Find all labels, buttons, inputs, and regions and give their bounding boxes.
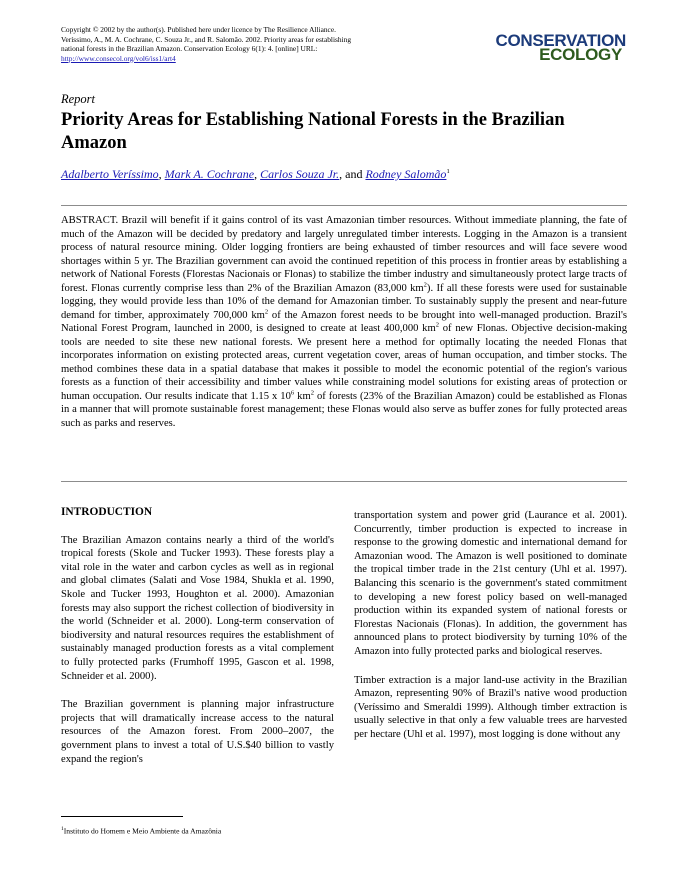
divider-bottom bbox=[61, 481, 627, 482]
affiliation-marker: 1 bbox=[446, 168, 450, 175]
superscript: 2 bbox=[423, 280, 427, 288]
citation-line: national forests in the Brazilian Amazon. Conservation Ecology 6(1): 4. [online] URL: bbox=[61, 44, 318, 54]
author-link[interactable]: Rodney Salomão bbox=[365, 167, 447, 181]
abstract-text: of forests (23% of the Brazilian Amazon) could be established as Flonas in a manner that will promote sustainable forest management; these Flonas would also serve as buffer zones for fully protected areas such as parks and reserves. bbox=[61, 390, 628, 429]
journal-logo-line1: CONSERVATION bbox=[495, 31, 626, 50]
abstract-text: of the Amazon forest needs to be brought into well-managed production. Brazil's National Forest Program, launched in 2000, is designed to create at least 400,000 km bbox=[61, 309, 627, 334]
author-separator: , and bbox=[339, 167, 366, 181]
footnote-marker: 1 bbox=[61, 826, 64, 832]
author-link[interactable]: Mark A. Cochrane bbox=[164, 167, 255, 181]
journal-logo[interactable] bbox=[466, 31, 626, 67]
citation-line: Veríssimo, A., M. A. Cochrane, C. Souza Jr., and R. Salomão. 2002. Priority areas for establishing bbox=[61, 34, 352, 44]
footnote-text: Instituto do Homem e Meio Ambiente da Amazônia bbox=[63, 826, 222, 836]
author-link[interactable]: Adalberto Veríssimo bbox=[61, 167, 159, 181]
author-separator: , bbox=[254, 167, 261, 181]
paragraph: The Brazilian Amazon contains nearly a third of the world's tropical forests (Skole and Tucker 1993). These forests play a vital role in the water and carbon cycles as well as in regional and global climates (Salati and Vose 1984, Shukla et al. 1990, Skole and Tucker 1993, Houghton et al. 2000). Amazonian forests may also support the richest collection of biodiversity in the world (Schneider et al. 2000). Long-term conservation of biodiversity and natural resources requires the establishment of sustainably managed production forests as a vital complement to fully protected parks (Frumhoff 1995, Gascon et al. 1998, Schneider et al. 2000). bbox=[61, 534, 334, 682]
footnote bbox=[61, 826, 221, 836]
article-type: Report bbox=[61, 92, 96, 106]
paragraph: Timber extraction is a major land-use activity in the Brazilian Amazon, representing 90% of Brazil's native wood production (Veríssimo and Smeraldi 1999). Although timber extraction is usually selective in that only a few valuable trees are harvested per hectare (Uhl et al. 1997), most logging is done without any bbox=[354, 674, 627, 740]
right-column bbox=[354, 509, 627, 757]
section-heading: INTRODUCTION bbox=[61, 506, 153, 518]
article-title: Priority Areas for Establishing National Forests in the Brazilian Amazon bbox=[61, 110, 565, 153]
author-list bbox=[61, 167, 450, 182]
abstract-text: of new Flonas. Objective decision-making tools are needed to site these new national forests. We present here a method for optimally locating the needed Flonas that incorporates information on existing protected areas, current vegetation cover, areas of human occupation, and timber stocks. The method combines these data in a spatial database that makes it possible to model the economic potential of the region's various forests as a function of their accessibility and timber values while constraining model solutions for existing areas of protection or human occupation. Our results indicate that 1.15 x 10 bbox=[61, 323, 627, 402]
divider-top bbox=[61, 205, 627, 206]
copyright-line: Copyright © 2002 by the author(s). Published here under licence by The Resilience Alliance. bbox=[61, 25, 336, 34]
superscript: 2 bbox=[264, 307, 269, 315]
paragraph: transportation system and power grid (Laurance et al. 2001). Concurrently, timber production is expected to increase in response to the growing domestic and international demand for Amazonian wood. The Amazon is well positioned to dominate the tropical timber trade in the 21st century (Uhl et al. 1997). Balancing this scenario is the government's stated commitment to developing a new forest policy based on well-managed production within its expanded system of national forests or Florestas Nacionais (Flonas). In addition, the government has announced plans to protect biodiversity by turning 10% of the Amazon into fully protected parks and biological reserves. bbox=[354, 510, 627, 657]
abstract-text: ). If all these forests were used for sustainable logging, they would provide less than 10% of the demand for Amazonian timber. To sustainably supply the present and near-future demand for timber, approximately 700,000 km bbox=[61, 282, 627, 321]
author-link[interactable]: Carlos Souza Jr. bbox=[260, 167, 340, 181]
article-url-link[interactable]: http://www.consecol.org/vol6/iss1/art4 bbox=[61, 53, 176, 63]
abstract bbox=[61, 214, 627, 430]
abstract-text: ABSTRACT. Brazil will benefit if it gains control of its vast Amazonian timber resources. Without immediate planning, the fate of much of the Amazon will be decided by predatory and largely unregulated timber interests. Logging in the Amazon is a transient process of natural resource mining. Older logging frontiers are being exhausted of timber resources and will face severe wood shortages within 5 yr. The Brazilian government can avoid the continued repetition of this process in frontier areas by establishing a network of National Forests (Florestas Nacionais or Flonas) to stabilize the timber industry and simultaneously protect large tracts of forest. Flonas currently comprise less than 2% of the Brazilian Amazon (83,000 km bbox=[61, 215, 627, 294]
paragraph: The Brazilian government is planning major infrastructure projects that will dramatically increase access to the natural resources of the Amazon forest. From 2000–2007, the government plans to invest a total of U.S.$40 billion to vastly expand the region's bbox=[61, 699, 334, 765]
left-column bbox=[61, 506, 334, 781]
footnote-divider bbox=[61, 816, 183, 817]
copyright-notice bbox=[61, 25, 461, 63]
superscript: 6 bbox=[290, 388, 295, 396]
abstract-text: km bbox=[294, 390, 311, 402]
superscript: 2 bbox=[435, 321, 439, 329]
superscript: 2 bbox=[310, 388, 314, 396]
author-separator: , bbox=[158, 167, 165, 181]
journal-logo-line2: ECOLOGY bbox=[539, 45, 622, 64]
